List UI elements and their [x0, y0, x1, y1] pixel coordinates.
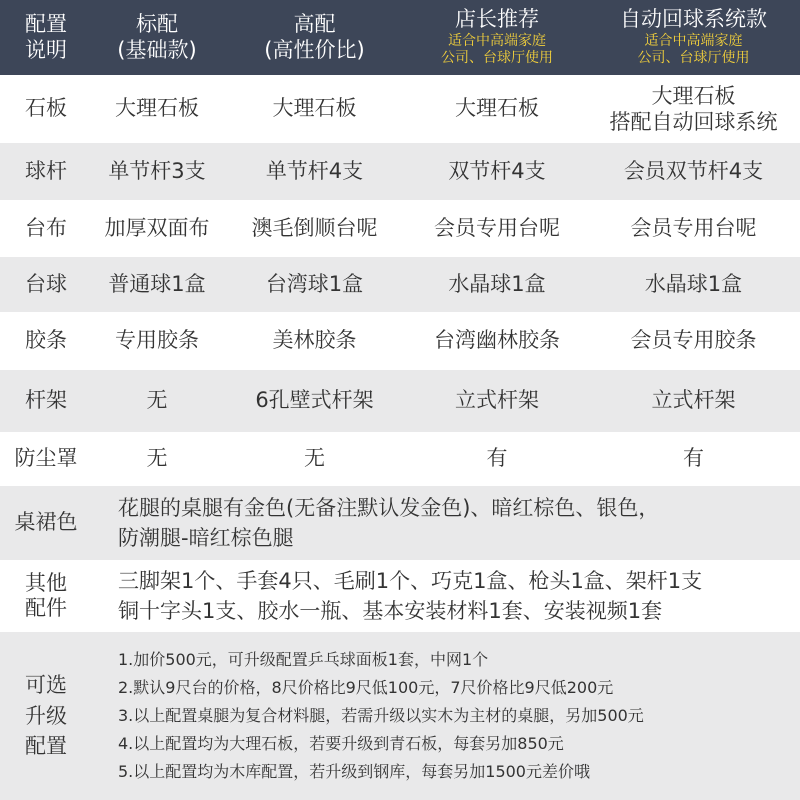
table-row [0, 75, 800, 143]
row-label: 台球 [25, 271, 67, 296]
accessories-text: 三脚架1个、手套4只、毛刷1个、巧克1盒、枪头1盒、架杆1支 铜十字头1支、胶水一瓶、基本安装材料1套、安装视频1套 [118, 569, 703, 623]
row-value: 有 [683, 446, 704, 471]
row-value: 单节杆3支 [108, 158, 206, 183]
row-value: 大理石板 [272, 96, 357, 121]
row-value: 无 [146, 388, 168, 413]
row-value: 台湾球1盒 [265, 271, 364, 296]
row-value: 立式杆架 [455, 388, 539, 413]
list-item: 1.加价500元，可升级配置乒乓球面板1套，中网1个 [118, 650, 489, 669]
row-value: 有 [486, 446, 508, 471]
row-value: 会员专用台呢 [434, 215, 560, 240]
table-row [0, 143, 800, 200]
table-header [0, 0, 800, 75]
header-standard: 标配 (基础款) [117, 12, 197, 62]
row-value: 水晶球1盒 [448, 271, 546, 296]
row-label: 球杆 [25, 158, 67, 183]
row-label: 杆架 [25, 388, 67, 413]
header-recommended: 店长推荐 适合中高端家庭 公司、台球厅使用 [441, 7, 553, 67]
table-row [0, 257, 800, 312]
header-auto-return: 自动回球系统款 适合中高端家庭 公司、台球厅使用 [620, 7, 767, 67]
desk-color-row [0, 486, 800, 560]
table-row [0, 432, 800, 486]
row-value: 立式杆架 [651, 388, 736, 413]
upgrades-list [92, 632, 800, 800]
row-value: 单节杆4支 [265, 158, 364, 183]
row-label: 其他 配件 [25, 570, 67, 620]
row-value: 专用胶条 [115, 328, 199, 353]
row-value: 会员专用台呢 [630, 215, 757, 240]
list-item: 5.以上配置均为木库配置，若升级到钢库，每套另加1500元差价哦 [118, 762, 590, 781]
row-value: 6孔壁式杆架 [255, 388, 374, 413]
list-item: 3.以上配置桌腿为复合材料腿，若需升级以实木为主材的桌腿，另加500元 [118, 706, 644, 725]
header-premium: 高配 (高性价比) [264, 12, 365, 62]
table-row [0, 200, 800, 257]
row-value: 会员专用胶条 [630, 328, 757, 353]
desk-color-text: 花腿的桌腿有金色(无备注默认发金色)、暗红棕色、银色， 防潮腿-暗红棕色腿 [118, 496, 660, 550]
row-label: 台布 [25, 215, 67, 240]
row-label: 胶条 [25, 328, 67, 353]
row-value: 水晶球1盒 [644, 271, 743, 296]
row-value: 澳毛倒顺台呢 [251, 215, 378, 240]
row-value: 双节杆4支 [448, 158, 546, 183]
row-value: 美林胶条 [272, 328, 357, 353]
row-value: 普通球1盒 [108, 271, 206, 296]
accessories-row [0, 560, 800, 632]
list-item: 4.以上配置均为大理石板，若要升级到青石板，每套另加850元 [118, 734, 564, 753]
table-row [0, 312, 800, 370]
row-label: 石板 [25, 96, 67, 121]
row-value: 无 [304, 446, 325, 471]
row-label: 可选 升级 配置 [25, 673, 67, 759]
row-value: 无 [146, 446, 168, 471]
row-label: 桌裙色 [14, 510, 78, 535]
row-value: 台湾幽林胶条 [434, 328, 560, 353]
row-value: 加厚双面布 [104, 215, 210, 240]
row-label: 防尘罩 [14, 446, 78, 471]
list-item: 2.默认9尺台的价格，8尺价格比9尺低100元，7尺价格比9尺低200元 [118, 678, 614, 697]
header-config: 配置 说明 [25, 12, 67, 62]
row-value: 大理石板 搭配自动回球系统 [609, 83, 778, 134]
row-value: 会员双节杆4支 [623, 158, 764, 183]
row-value: 大理石板 [115, 96, 199, 121]
table-row [0, 370, 800, 432]
row-value: 大理石板 [455, 96, 539, 121]
upgrades-row [0, 632, 800, 800]
